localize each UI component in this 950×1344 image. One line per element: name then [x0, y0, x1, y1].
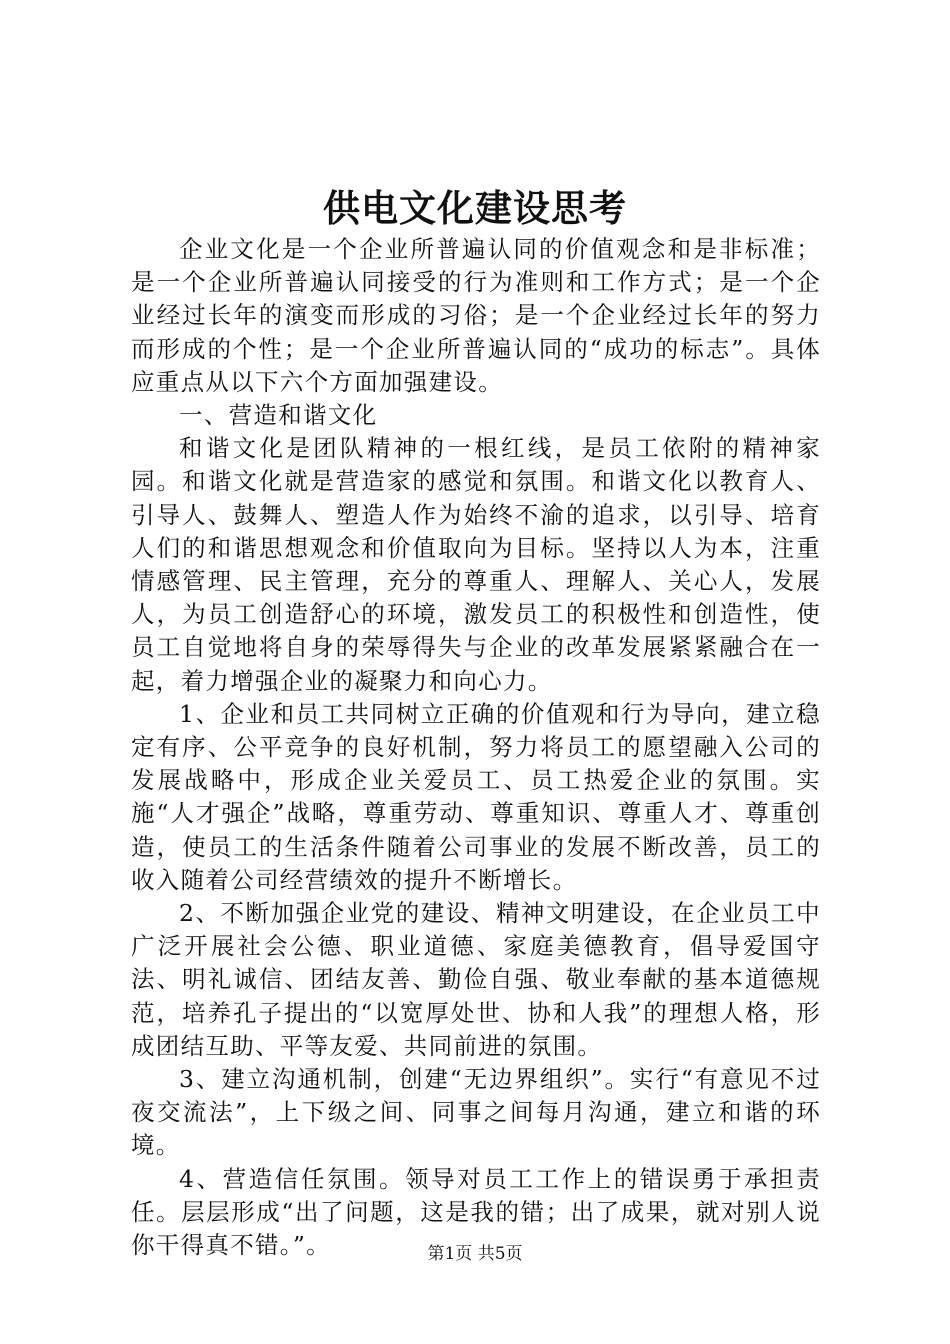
paragraph-item-2: 2、不断加强企业党的建设、精神文明建设，在企业员工中广泛开展社会公德、职业道德、家庭美德教育，倡导爱国守法、明礼诚信、团结友善、勤俭自强、敬业奉献的基本道德规范，培养孔子提出的“以宽厚处世、协和人我”的理想人格，形成团结互助、平等友爱、共同前进的氛围。: [131, 899, 821, 1060]
document-body: [131, 233, 821, 1262]
paragraph-intro: 企业文化是一个企业所普遍认同的价值观念和是非标准；是一个企业所普遍认同接受的行为准则和工作方式；是一个企业经过长年的演变而形成的习俗；是一个企业经过长年的努力而形成的个性；是一个企业所普遍认同的“成功的标志”。具体应重点从以下六个方面加强建设。: [131, 235, 821, 396]
paragraph-item-3: 3、建立沟通机制，创建“无边界组织”。实行“有意见不过夜交流法”，上下级之间、同事之间每月沟通，建立和谐的环境。: [131, 1065, 821, 1160]
paragraph-item-4: 4、营造信任氛围。领导对员工工作上的错误勇于承担责任。层层形成“出了问题，这是我的错；出了成果，就对别人说你干得真不错。”。: [131, 1164, 821, 1260]
page-footer: 第1页 共5页: [427, 1244, 523, 1264]
document-title: 供电文化建设思考: [323, 186, 627, 230]
section-heading: 一、营造和谐文化: [179, 401, 378, 430]
paragraph-item-1: 1、企业和员工共同树立正确的价值观和行为导向，建立稳定有序、公平竞争的良好机制，努力将员工的愿望融入公司的发展战略中，形成企业关爱员工、员工热爱企业的氛围。实施“人才强企”战略，尊重劳动、尊重知识、尊重人才、尊重创造，使员工的生活条件随着公司事业的发展不断改善，员工的收入随着公司经营绩效的提升不断增长。: [131, 699, 821, 894]
paragraph-harmony: 和谐文化是团队精神的一根红线，是员工依附的精神家园。和谐文化就是营造家的感觉和氛围。和谐文化以教育人、引导人、鼓舞人、塑造人作为始终不渝的追求，以引导、培育人们的和谐思想观念和价值取向为目标。坚持以人为本，注重情感管理、民主管理，充分的尊重人、理解人、关心人，发展人，为员工创造舒心的环境，激发员工的积极性和创造性，使员工自觉地将自身的荣辱得失与企业的改革发展紧紧融合在一起，着力增强企业的凝聚力和向心力。: [131, 434, 821, 695]
